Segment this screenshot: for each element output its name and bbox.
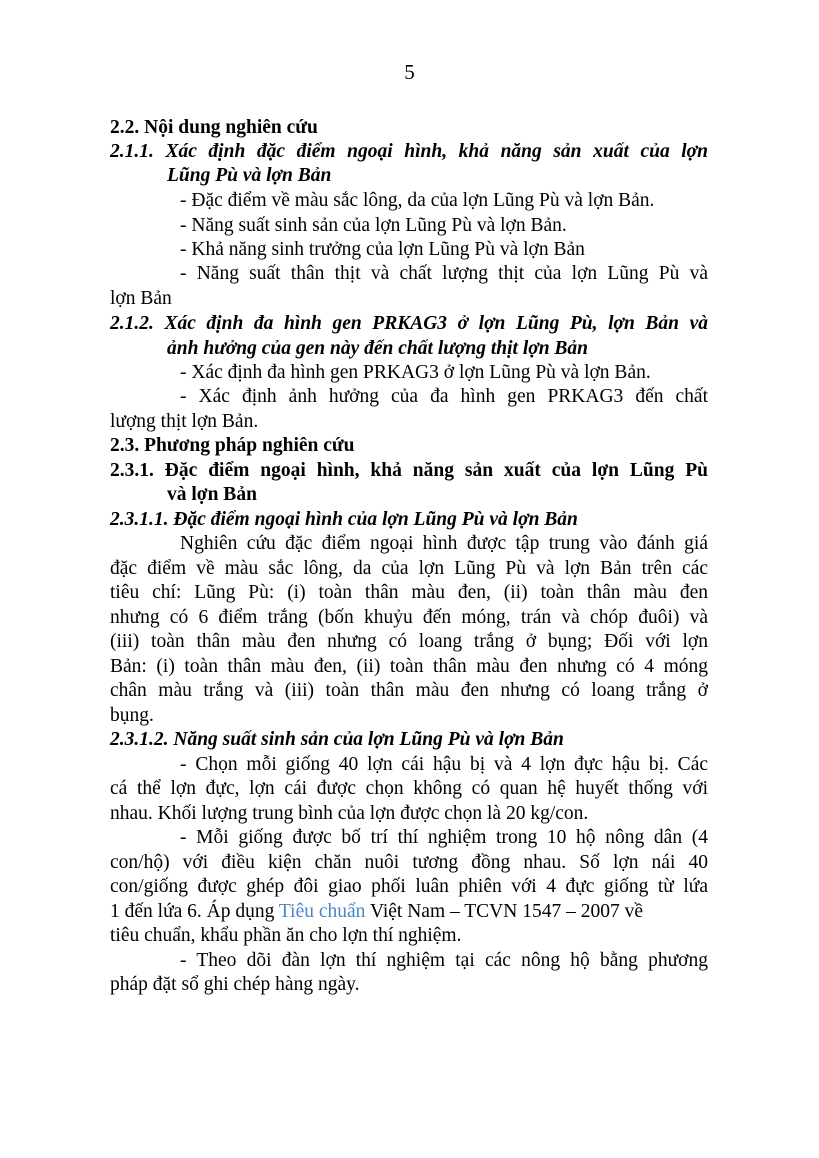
paragraph-line: nhưng có 6 điểm trắng (bốn khuỷu đến móng, trán và chóp đuôi) và [110, 607, 708, 628]
paragraph-line: (iii) toàn thân màu đen nhưng có loang trắng ở bụng; Đối với lợn [110, 631, 708, 652]
paragraph-line: chân màu trắng và (iii) toàn thân màu đen nhưng có loang trắng ở [110, 680, 708, 701]
bullet-item: - Khả năng sinh trưởng của lợn Lũng Pù và lợn Bản [180, 239, 585, 260]
heading-2-1-1-line2: Lũng Pù và lợn Bản [167, 165, 332, 186]
paragraph-line: cá thể lợn đực, lợn cái được chọn không có quan hệ huyết thống với [110, 778, 708, 799]
heading-2-1-1-line1: 2.1.1. Xác định đặc điểm ngoại hình, khả năng sản xuất của lợn [110, 141, 708, 162]
heading-2-1-2-line2: ảnh hưởng của gen này đến chất lượng thịt lợn Bản [167, 338, 589, 359]
page-number: 5 [404, 60, 415, 84]
text-run: Việt Nam – TCVN 1547 – 2007 về [369, 901, 644, 922]
paragraph-line: Nghiên cứu đặc điểm ngoại hình được tập trung vào đánh giá [180, 533, 708, 554]
text-run: 1 đến lứa 6. Áp dụng [110, 901, 275, 922]
paragraph-line: con/giống được ghép đôi giao phối luân phiên với 4 đực giống từ lứa [110, 876, 708, 897]
heading-2-2: 2.2. Nội dung nghiên cứu [110, 117, 318, 138]
paragraph-line: pháp đặt sổ ghi chép hàng ngày. [110, 974, 360, 995]
paragraph-line: nhau. Khối lượng trung bình của lợn được chọn là 20 kg/con. [110, 803, 589, 824]
paragraph-line: - Chọn mỗi giống 40 lợn cái hậu bị và 4 lợn đực hậu bị. Các [180, 754, 708, 775]
heading-2-3-1-1: 2.3.1.1. Đặc điểm ngoại hình của lợn Lũng Pù và lợn Bản [110, 509, 578, 530]
bullet-item: - Đặc điểm về màu sắc lông, da của lợn Lũng Pù và lợn Bản. [180, 190, 655, 211]
bullet-item: - Xác định ảnh hưởng của đa hình gen PRKAG3 đến chất [180, 386, 708, 407]
paragraph-line: bụng. [110, 705, 154, 726]
paragraph-line: tiêu chí: Lũng Pù: (i) toàn thân màu đen, (ii) toàn thân màu đen [110, 582, 708, 603]
heading-2-3: 2.3. Phương pháp nghiên cứu [110, 435, 355, 456]
tieu-chuan-link[interactable]: Tiêu chuẩn [278, 901, 366, 922]
heading-2-1-2-line1: 2.1.2. Xác định đa hình gen PRKAG3 ở lợn Lũng Pù, lợn Bản và [110, 313, 708, 334]
paragraph-line: Bản: (i) toàn thân màu đen, (ii) toàn thân màu đen nhưng có 4 móng [110, 656, 708, 677]
bullet-item: - Năng suất thân thịt và chất lượng thịt của lợn Lũng Pù và [180, 263, 708, 284]
heading-2-3-1-line1: 2.3.1. Đặc điểm ngoại hình, khả năng sản xuất của lợn Lũng Pù [110, 460, 708, 481]
bullet-continuation: lợn Bản [110, 288, 172, 309]
heading-2-3-1-line2: và lợn Bản [167, 484, 257, 505]
paragraph-line: đặc điểm về màu sắc lông, da của lợn Lũng Pù và lợn Bản trên các [110, 558, 708, 579]
paragraph-line: tiêu chuẩn, khẩu phần ăn cho lợn thí nghiệm. [110, 925, 462, 946]
bullet-item: - Năng suất sinh sản của lợn Lũng Pù và lợn Bản. [180, 215, 567, 236]
paragraph-line: - Theo dõi đàn lợn thí nghiệm tại các nông hộ bằng phương [180, 950, 708, 971]
bullet-item: - Xác định đa hình gen PRKAG3 ở lợn Lũng Pù và lợn Bản. [180, 362, 651, 383]
paragraph-line [110, 900, 643, 924]
paragraph-line: - Mỗi giống được bố trí thí nghiệm trong 10 hộ nông dân (4 [180, 827, 708, 848]
bullet-continuation: lượng thịt lợn Bản. [110, 411, 259, 432]
paragraph-line: con/hộ) với điều kiện chăn nuôi tương đồng nhau. Số lợn nái 40 [110, 852, 708, 873]
heading-2-3-1-2: 2.3.1.2. Năng suất sinh sản của lợn Lũng Pù và lợn Bản [110, 729, 564, 750]
